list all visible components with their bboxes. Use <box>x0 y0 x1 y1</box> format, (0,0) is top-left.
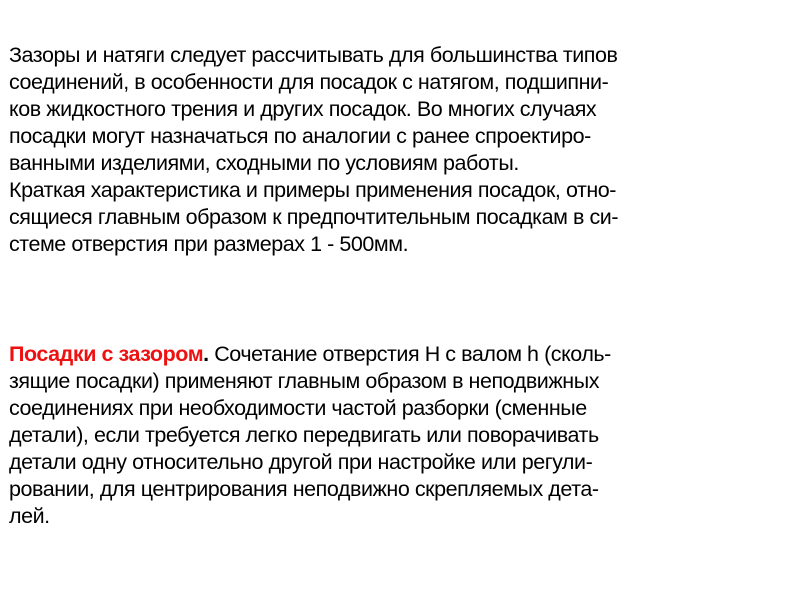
intro-line: соединений, в особенности для посадок с натягом, подшипни- <box>9 70 609 94</box>
clearance-line: ровании, для центрирования неподвижно скрепляемых дета- <box>9 477 599 501</box>
clearance-line: детали одну относительно другой при настройке или регули- <box>9 450 593 474</box>
intro-line: стеме отверстия при размерах 1 - 500мм. <box>9 232 409 256</box>
intro-line: посадки могут назначаться по аналогии с ранее спроектиро- <box>9 124 591 148</box>
clearance-line: лей. <box>9 504 50 528</box>
intro-line: Краткая характеристика и примеры применения посадок, отно- <box>9 178 617 202</box>
intro-line: сящиеся главным образом к предпочтительным посадкам в си- <box>9 205 619 229</box>
clearance-line: соединениях при необходимости частой разборки (сменные <box>9 396 587 420</box>
intro-line: ванными изделиями, сходными по условиям работы. <box>9 151 519 175</box>
intro-paragraph <box>9 42 799 258</box>
clearance-fits-paragraph <box>9 341 799 530</box>
heading-punctuation: . <box>203 342 209 366</box>
clearance-first-line <box>9 341 799 368</box>
section-heading: Посадки с зазором <box>9 342 204 366</box>
clearance-line: зящие посадки) применяют главным образом в неподвижных <box>9 369 600 393</box>
clearance-line-text: Сочетание отверстия H с валом h (сколь- <box>208 342 611 366</box>
clearance-line: детали), если требуется легко передвигать или поворачивать <box>9 423 599 447</box>
intro-line: Зазоры и натяги следует рассчитывать для большинства типов <box>9 43 618 67</box>
intro-line: ков жидкостного трения и других посадок. Во многих случаях <box>9 97 597 121</box>
